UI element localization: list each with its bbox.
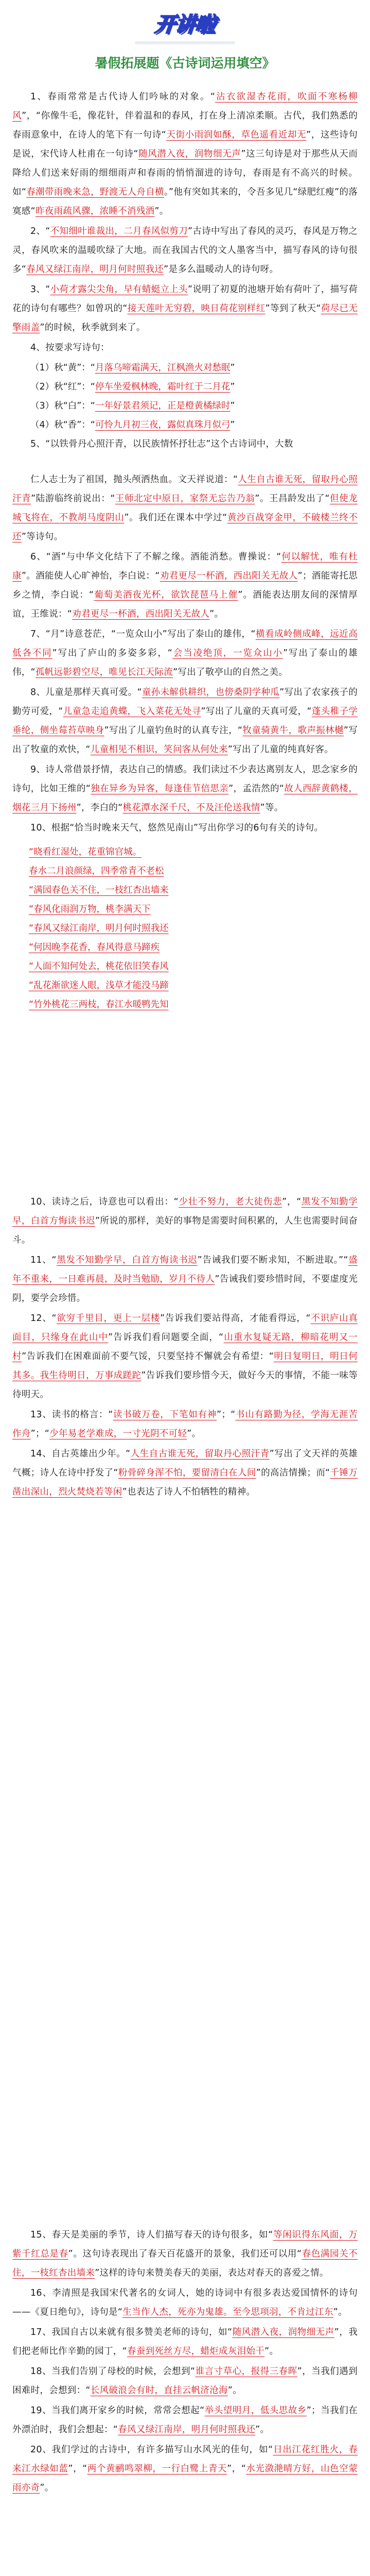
prompt-text: ”；酒能寄托思乡之情，李白说：“	[12, 571, 358, 600]
paragraph	[12, 1309, 358, 1404]
paragraph	[12, 625, 358, 682]
section-1	[12, 88, 358, 1022]
answer-text: 春蚕到死丝方尽，蜡炬成灰泪始干	[127, 2346, 265, 2357]
answer-text: 日出江花红胜火，春来江水绿如蓝	[12, 2445, 358, 2474]
answer-text: 小荷才露尖尖角，早有蜻蜓立上头	[50, 284, 188, 295]
prompt-text: ”。	[154, 206, 169, 216]
prompt-text: 13、读书的格言：“	[30, 1410, 113, 1420]
prompt-text: 10、读诗之后，诗意也可以看出：“	[30, 1197, 179, 1207]
logo-underline	[135, 41, 235, 44]
question-line	[12, 397, 358, 416]
answer-text: 长风破浪会有时，直挂云帆济沧海	[90, 2385, 228, 2396]
prompt-text: ”。酒能使人心旷神怡，李白说：“	[21, 571, 160, 581]
answer-text: 春风又绿江南岸，明月何时照我还	[118, 2425, 256, 2435]
answer-text: 人生自古谁无死，留取丹心照汗青	[130, 1449, 270, 1459]
prompt-text: ”告诉我们在困难面前不要气馁，只要坚持不懈就会有希望：“	[22, 1351, 274, 1362]
answer-text: 横看成岭侧成峰，远近高低各不同	[12, 629, 358, 658]
answer-text: 劝君更尽一杯酒，西出阳关无故人	[72, 609, 210, 619]
answer-text: 但使龙城飞将在，不教胡马度阴山	[12, 494, 358, 523]
answer-text: 黑发不知勤学早，白首方悔读书迟	[12, 1197, 358, 1226]
answer-text: 荷尽已无擎雨盖	[12, 303, 358, 333]
section-3	[12, 2226, 358, 2499]
answer-text: 等闲识得东风面，万紫千红总是春	[12, 2230, 358, 2259]
question-line	[12, 416, 358, 435]
prompt-text: ”	[230, 382, 235, 392]
prompt-text: ”等到了秋天“	[265, 303, 321, 314]
prompt-text: ”。我们还在课本中学过“	[124, 513, 227, 523]
paragraph	[12, 1251, 358, 1308]
prompt-text: ”写出了敬亭山的自然之美。	[172, 667, 288, 677]
answer-text: 千锤万凿出深山，烈火焚烧若等闲	[12, 1468, 358, 1497]
prompt-text: ”，我们把老师比作辛勤的园丁，“	[12, 2327, 358, 2357]
prompt-text: （3）秋“白”：“	[30, 401, 95, 411]
prompt-text: ”说明了初夏的池塘开始有荷叶了，描写荷花的诗句有哪些？如曾巩的“	[12, 284, 358, 314]
prompt-text: ”的时候，秋季就到来了。	[40, 323, 146, 333]
answer-text: 王师北定中原日，家祭无忘告乃翁	[115, 494, 255, 504]
prompt-text: 仁人志士为了祖国，抛头颅洒热血。文天祥说道：“	[30, 474, 238, 485]
logo	[0, 9, 370, 46]
prompt-text: ”古诗中写出了春风的灵巧，春风是万物之灵，春风吹来的温暖吹绿了大地。而在我国古代的文人墨客当中，描写春风的诗句很多“	[12, 226, 358, 275]
prompt-text: ”告诉我们要站得高，才能看得远，“	[160, 1313, 311, 1324]
prompt-text: ”。	[187, 1429, 201, 1439]
prompt-text: ”。这句诗表现出了春天百花盛开的景象，我们还可以用“	[68, 2249, 302, 2259]
paragraph	[12, 88, 358, 221]
prompt-text: ”所说的那样，美好的事物是需要时间积累的，人生也需要时间奋斗。	[12, 1216, 358, 1245]
spacer	[12, 455, 358, 470]
answer-text: 生当作人杰，死亦为鬼雄	[122, 2307, 224, 2317]
answer-text: 牧童骑黄牛，歌声振林樾	[242, 725, 344, 736]
answer-text: 少年易老学难成，一寸光阴不可轻	[49, 1429, 187, 1439]
prompt-text: ”，“	[68, 2464, 87, 2474]
answer-text: 昨夜雨疏风骤，浓睡不消残酒	[35, 206, 155, 216]
answer-text: 会当凌绝顶，一览众山小	[172, 648, 283, 658]
poem-line: “乱花渐欲迷人眼，浅草才能没马蹄	[29, 980, 169, 991]
paragraph	[12, 280, 358, 337]
prompt-text: 3、“	[30, 284, 50, 295]
poem-line: “晓看红湿处，花重锦官城。	[29, 847, 142, 857]
answer-text: 春色满园关不住，一枝红杏出墙来	[12, 2249, 358, 2278]
question-line	[12, 378, 358, 397]
prompt-text: ”是多么温暖动人的诗句呀。	[164, 264, 279, 275]
prompt-text: ”，李白的“	[76, 803, 123, 813]
prompt-text: （4）秋“香”：“	[30, 420, 95, 430]
answer-text: 黑发不知勤学早，白首方悔读书迟	[56, 1255, 198, 1265]
paragraph	[12, 1193, 358, 1250]
prompt-text: ”。	[227, 2385, 242, 2396]
answer-text: 何以解忧，唯有杜康	[12, 552, 358, 581]
answer-text: 童孙未解供耕织，也傍桑阴学种瓜	[142, 687, 280, 698]
poem-line: “何因晚李花香，春风得意马蹄疾	[29, 942, 160, 953]
prompt-text: 。”他有突如其来的，令吾多见几“绿肥红瘦”的落寞感“	[12, 187, 358, 216]
logo-text: 开讲啦	[153, 13, 217, 37]
answer-text: 停车坐爱枫林晚，霜叶红于二月花	[95, 382, 231, 392]
prompt-text: ”，孟浩然的“	[228, 784, 285, 794]
paragraph	[12, 338, 358, 358]
poem-line: “春风又绿江南岸，明月何时照我还	[29, 923, 169, 934]
answer-text: 粉骨碎身浑不怕，要留清白在人间	[118, 1468, 256, 1478]
prompt-text: ”写出了牧童的欢快，“	[12, 725, 358, 755]
answer-text: 人生自古谁无死，留取丹心照汗青	[12, 474, 358, 504]
prompt-text: ”写出了文天祥的英雄气概；诗人在诗中抒发了“	[12, 1449, 358, 1478]
answer-text: 举头望明月，低头思故乡	[204, 2405, 307, 2416]
prompt-text: ”。王昌龄发出了“	[255, 494, 330, 504]
answer-text: 接天莲叶无穷碧，映日荷花别样红	[127, 303, 266, 314]
prompt-text: ”这三句诗是对于那些从天而降给人们送来好雨的细细雨声和春雨的悄悄溜进的诗句，春雨是有不高兴的时候。如“	[12, 149, 358, 197]
answer-text: 欲穷千里目，更上一层楼	[56, 1313, 161, 1324]
paragraph	[12, 435, 358, 454]
paragraph	[12, 548, 358, 624]
prompt-text: （1）秋“黄”：“	[30, 363, 95, 373]
prompt-text: ”。	[40, 2483, 54, 2493]
answer-text: 一年好景君须记，正是橙黄橘绿时	[95, 401, 231, 411]
answer-text: 两个黄鹂鸣翠柳，一行白鹭上青天	[87, 2464, 227, 2474]
prompt-text: ”告诫我们要不断求知，不断进取。”“	[197, 1255, 348, 1265]
paragraph	[12, 1405, 358, 1444]
prompt-text: 1、春雨常常是古代诗人们吟咏的对象。“	[30, 92, 216, 102]
answer-text: 独在异乡为异客，每逢佳节倍思亲	[91, 784, 229, 794]
answer-text: 书山有路勤为径，学海无涯苦作舟	[12, 1410, 358, 1439]
poem-line: “人面不知何处去，桃花依旧笑春风	[29, 961, 169, 972]
answer-text: 春潮带雨晚来急，野渡无人舟自横	[26, 187, 164, 197]
page-title: 暑假拓展题《古诗词运用填空》	[95, 56, 275, 71]
poem-block	[12, 843, 358, 1014]
poem-line: “春风化雨润万物，桃李满天下	[29, 904, 151, 914]
prompt-text: ”告诉我们要珍惜今天，做好今天的事情，不能一味等待明天。	[12, 1370, 358, 1400]
paragraph	[12, 2401, 358, 2439]
answer-text: 不知细叶谁裁出，二月春风似剪刀	[50, 226, 188, 236]
prompt-text: 6、“酒”与中华文化结下了不解之缘。酒能消愁。曹操说：“	[30, 552, 281, 562]
prompt-text: 19、当我们离开家乡的时候，常常会想起“	[30, 2405, 205, 2416]
prompt-text: 20、我们学过的古诗中，有许多描写山水风光的佳句，如“	[30, 2445, 273, 2455]
prompt-text: （2）秋“红”：“	[30, 382, 95, 392]
prompt-text: ”；当我们在外漂泊时，我们会想起：“	[12, 2405, 358, 2435]
answer-text: 随风潜入夜，润物细无声	[138, 149, 241, 159]
paragraph	[12, 819, 358, 838]
answer-text: 不识庐山真面目，只缘身在此山中	[12, 1313, 358, 1343]
prompt-text: ”。酒能表达朋友间的深情厚谊，王维说：“	[12, 590, 358, 619]
prompt-text: 18、当我们告别了母校的时候，会想到“	[30, 2366, 196, 2377]
poem-line: “竹外桃花三两枝，春江水暖鸭先知	[29, 999, 169, 1010]
section-2	[12, 1193, 358, 1503]
prompt-text: 4、按要求写诗句：	[30, 343, 110, 353]
answer-text: 春风又绿江南岸，明月何时照我还	[26, 264, 164, 275]
question-line	[12, 359, 358, 378]
prompt-text: ”写出了儿童的天真可爱，“	[201, 706, 312, 717]
prompt-text: 16、李清照是我国宋代著名的女词人，她的诗词中有很多表达爱国情怀的诗句——《夏日绝句》，诗句是“	[12, 2288, 358, 2317]
answer-text: 天街小雨润如酥，草色遥看近却无	[166, 130, 307, 140]
answer-text: 读书破万卷，下笔如有神	[113, 1410, 217, 1420]
answer-text: 故人西辞黄鹤楼，烟花三月下扬州	[12, 784, 358, 813]
prompt-text: ”，这些诗句是说，宋代诗人杜甫在一句诗“	[12, 130, 358, 159]
prompt-text: ”，“你像牛毛，像花针，伴着温和的春风，打在身上清凉柔顺。古代，我们熟悉的春雨意象中，在诗人的笔下有一句诗“	[12, 111, 358, 140]
prompt-text: ”写出了庐山的多姿多彩，“	[52, 648, 173, 658]
prompt-text: ”写出了泰山的雄伟，“	[12, 648, 358, 677]
answer-text: 山重水复疑无路，柳暗花明又一村	[12, 1332, 358, 1362]
answer-text: 盛年不重来，一日难再晨，及时当勉励，岁月不待人	[12, 1255, 358, 1284]
prompt-text: ”等诗句。	[21, 532, 63, 542]
paragraph	[12, 2284, 358, 2322]
poem-line: “满园春色关不住，一枝红杏出墙来	[29, 885, 169, 895]
answer-text: 谁言寸草心，报得三春晖	[195, 2366, 297, 2377]
answer-text: 随风潜入夜，润物细无声	[232, 2327, 334, 2337]
prompt-text: ”也表达了诗人不怕牺牲的精神。	[122, 1487, 256, 1497]
paragraph	[12, 683, 358, 759]
prompt-text: ”。	[255, 2425, 270, 2435]
paragraph	[12, 2362, 358, 2400]
answer-text: 可怜九月初三夜，露似真珠月似弓	[95, 420, 231, 430]
prompt-text: 5、“以铁骨丹心照汗青，以民族情怀抒壮志”这个古诗词中，大数	[30, 439, 293, 449]
answer-text: 。至今思项羽，不肯过江东	[223, 2307, 333, 2317]
answer-text: 黄沙百战穿金甲，不破楼兰终不还	[12, 513, 358, 542]
answer-text: 蓬头稚子学垂纶，侧坐莓苔草映身	[12, 706, 358, 736]
answer-text: 沾衣欲湿杏花雨，吹面不寒杨柳风	[12, 92, 358, 121]
prompt-text: 7、“月”诗意苍茫，“一览众山小”写出了泰山的雄伟，“	[30, 629, 256, 639]
prompt-text: ”陆游临终前说出：“	[31, 494, 115, 504]
answer-text: 明日复明日，明日何其多。我生待明日，万事成蹉跎	[12, 1351, 358, 1381]
prompt-text: ”写出了农家孩子的勤劳可爱，“	[12, 687, 358, 717]
paragraph	[12, 2323, 358, 2361]
answer-text: 桃花潭水深千尺，不及汪伦送我情	[122, 803, 260, 813]
paragraph	[12, 470, 358, 547]
answer-text: 儿童相见不相识，笑问客从何处来	[90, 744, 228, 755]
answer-text: 水光潋滟晴方好，山色空蒙雨亦奇	[12, 2464, 358, 2493]
prompt-text: ”。	[264, 2346, 279, 2357]
prompt-text: 9、诗人常借景抒情，表达自己的情感。我们读过不少表达离别友人，思念家乡的诗句，比如王维的“	[12, 765, 358, 794]
prompt-text: ”，“	[282, 1197, 302, 1207]
prompt-text: 15、春天是美丽的季节，诗人们描写春天的诗句很多，如“	[30, 2230, 273, 2240]
prompt-text: ”写出了儿童的纯真好客。	[227, 744, 333, 755]
prompt-text: ”。	[333, 2307, 347, 2317]
prompt-text: 11、“	[30, 1255, 57, 1265]
prompt-text: ”，当我们遇到困难时，会想到：“	[12, 2366, 358, 2396]
prompt-text: ”	[230, 420, 235, 430]
prompt-text: ”告诫我们要珍惜时间，不要虚度光阴，要学会珍惜。	[12, 1274, 358, 1303]
paragraph	[12, 222, 358, 279]
prompt-text: ”的高洁情操；而“	[256, 1468, 330, 1478]
answer-text: 葡萄美酒夜光杯，欲饮琵琶马上催	[94, 590, 238, 600]
paragraph	[12, 760, 358, 818]
prompt-text: 17、我国自古以来就有很多赞美老师的诗句，如“	[30, 2327, 233, 2337]
prompt-text: 12、“	[30, 1313, 57, 1324]
answer-text: 孤帆远影碧空尽，唯见长江天际流	[35, 667, 173, 677]
prompt-text: ”	[230, 401, 235, 411]
answer-text: 劝君更尽一杯酒，西出阳关无故人	[160, 571, 298, 581]
paragraph	[12, 2226, 358, 2283]
answer-text: 月落乌啼霜满天，江枫渔火对愁眠	[95, 363, 231, 373]
prompt-text: ”；“	[216, 1410, 236, 1420]
prompt-text: ”，“	[226, 2464, 246, 2474]
prompt-text: ”等。	[260, 803, 284, 813]
prompt-text: ”。	[209, 609, 224, 619]
prompt-text: 14、自古英雄出少年。“	[30, 1449, 131, 1459]
answer-text: 儿童急走追黄蝶，飞入菜花无处寻	[63, 706, 201, 717]
prompt-text: 8、儿童是那样天真可爱。“	[30, 687, 142, 698]
prompt-text: ”写出了儿童钓鱼时的认真专注，“	[104, 725, 243, 736]
paragraph	[12, 1445, 358, 1502]
paragraph	[12, 2441, 358, 2498]
answer-text: 少壮不努力，老大徒伤悲	[179, 1197, 283, 1207]
prompt-text: 10、根据“恰当时晚来天气，悠然见南山”写出你学习的6句有关的诗句。	[30, 823, 324, 833]
poem-line: 春水二月浪颜绿，四季常青不老松	[29, 866, 164, 876]
prompt-text: ”这样的诗句来赞美春天的美丽，表达对春天的喜爱之情。	[95, 2268, 329, 2278]
prompt-text: ”	[230, 363, 235, 373]
prompt-text: ”告诉我们看问题要全面，“	[108, 1332, 224, 1343]
prompt-text: ”；“	[30, 1429, 50, 1439]
prompt-text: 2、“	[30, 226, 50, 236]
